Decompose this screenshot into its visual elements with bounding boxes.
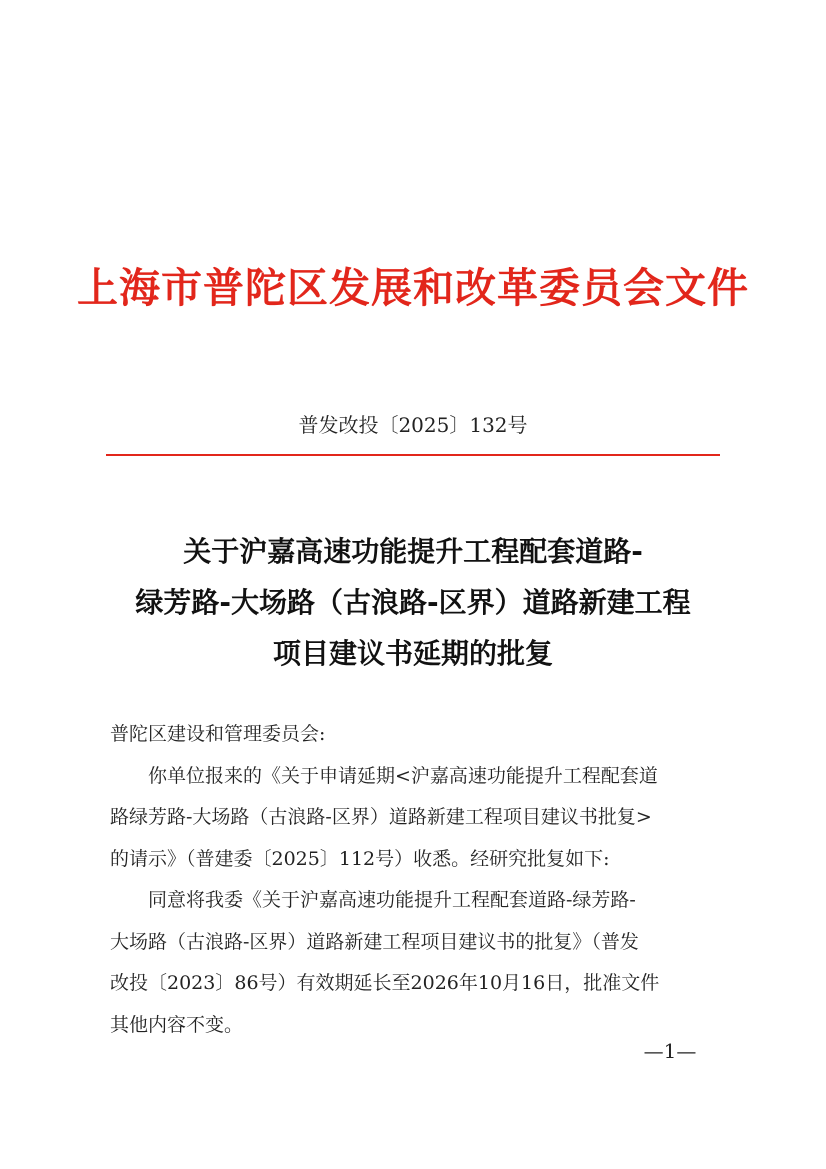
body-line: 大场路（古浪路-区界）道路新建工程项目建议书的批复》（普发 (110, 930, 639, 953)
body-line: 同意将我委《关于沪嘉高速功能提升工程配套道路-绿芳路- (148, 889, 636, 911)
document-number: 普发改投〔2025〕132号 (298, 413, 528, 437)
addressee: 普陀区建设和管理委员会: (110, 723, 326, 745)
body-line: 你单位报来的《关于申请延期<沪嘉高速功能提升工程配套道 (148, 764, 658, 787)
body-line: 路绿芳路-大场路（古浪路-区界）道路新建工程项目建议书批复> (110, 806, 652, 828)
document-body (110, 714, 722, 1046)
body-line: 其他内容不变。 (110, 1013, 244, 1036)
red-divider-line (106, 454, 720, 456)
body-line: 改投〔2023〕86号）有效期延长至2026年10月16日，批准文件 (110, 972, 660, 994)
issuer-title: 上海市普陀区发展和改革委员会文件 (77, 264, 749, 312)
subject-line: 绿芳路-大场路（古浪路-区界）道路新建工程 (135, 586, 691, 619)
page-number: —1— (643, 1039, 697, 1063)
document-subject (0, 526, 826, 679)
subject-line: 项目建议书延期的批复 (272, 637, 553, 670)
subject-line: 关于沪嘉高速功能提升工程配套道路- (183, 535, 643, 568)
body-line: 的请示》（普建委〔2025〕112号）收悉。经研究批复如下: (110, 847, 610, 870)
